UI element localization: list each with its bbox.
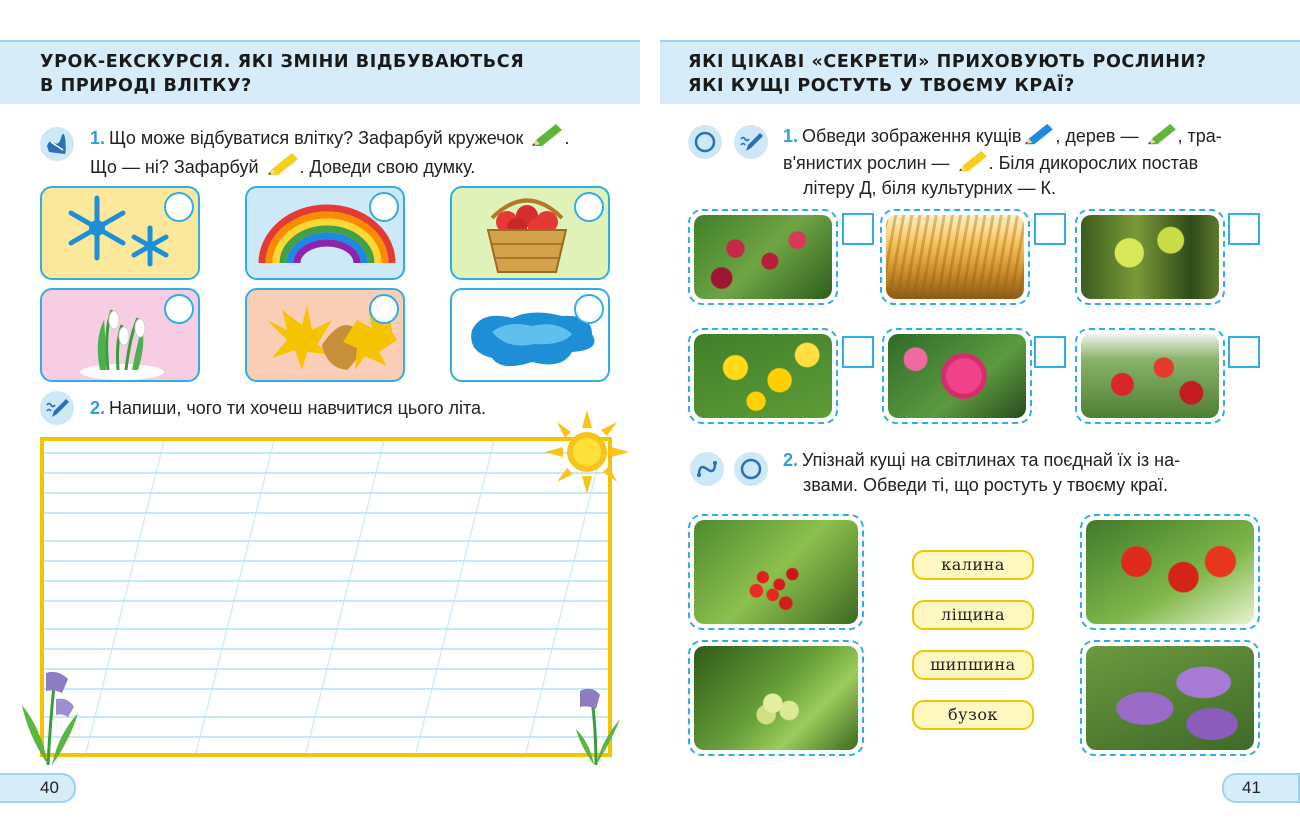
answer-box[interactable]	[1034, 336, 1066, 368]
card-puddle[interactable]	[450, 288, 610, 382]
answer-box[interactable]	[1034, 213, 1066, 245]
shrub-name-rosehip[interactable]: шипшина	[912, 650, 1034, 680]
photo-wheat[interactable]	[880, 209, 1030, 305]
card-checkbox[interactable]	[574, 294, 604, 324]
card-checkbox[interactable]	[369, 294, 399, 324]
right-task-1-line1-a: Обведи зображення кущів	[802, 126, 1022, 146]
left-task-1-line1: Що може відбуватися влітку? Зафарбуй кружечок	[109, 128, 524, 148]
circle-icon	[688, 125, 722, 159]
right-page-title-line1: ЯКІ ЦІКАВІ «СЕКРЕТИ» ПРИХОВУЮТЬ РОСЛИНИ?	[688, 52, 1207, 72]
yellow-pencil-icon	[264, 151, 300, 179]
photo-rosehip[interactable]	[1080, 514, 1260, 630]
left-task-1	[90, 122, 569, 180]
answer-box[interactable]	[842, 336, 874, 368]
card-rainbow[interactable]	[245, 186, 405, 280]
pencil-write-icon	[40, 391, 74, 425]
yellow-pencil-icon	[955, 149, 989, 175]
green-pencil-icon	[1144, 122, 1178, 148]
right-task-1	[783, 122, 1222, 201]
answer-box[interactable]	[842, 213, 874, 245]
card-checkbox[interactable]	[164, 294, 194, 324]
left-task-1-line2-b: . Доведи свою думку.	[299, 157, 476, 177]
card-checkbox[interactable]	[164, 192, 194, 222]
shrub-name-lilac[interactable]: бузок	[912, 700, 1034, 730]
green-pencil-icon	[528, 122, 564, 150]
shrub-name-viburnum[interactable]: калина	[912, 550, 1034, 580]
left-task-1-line1-end: .	[564, 128, 570, 148]
right-task-1-line2-a: в'янистих рослин —	[783, 153, 950, 173]
right-task-2-number: 2.	[783, 450, 799, 470]
photo-rose[interactable]	[882, 328, 1032, 424]
photo-viburnum[interactable]	[688, 514, 864, 630]
card-checkbox[interactable]	[369, 192, 399, 222]
bluebell-icon	[570, 685, 626, 765]
right-task-2-line1: Упізнай кущі на світлинах та поєднай їх із на-	[802, 450, 1181, 470]
sun-icon	[545, 410, 629, 494]
answer-box[interactable]	[1228, 336, 1260, 368]
card-autumn-leaves[interactable]	[245, 288, 405, 382]
left-task-1-line2-a: Що — ні? Зафарбуй	[90, 157, 259, 177]
left-task-1-number: 1.	[90, 128, 106, 148]
right-task-1-line3: літеру Д, біля культурних — К.	[803, 178, 1057, 198]
right-page-header	[660, 40, 1300, 104]
right-task-2	[783, 448, 1180, 498]
blue-pencil-icon	[1021, 122, 1055, 148]
left-task-2-number: 2.	[90, 398, 106, 418]
left-page-header	[0, 40, 640, 104]
right-task-2-line2: звами. Обведи ті, що ростуть у твоєму краї.	[803, 475, 1169, 495]
right-page-title-line2: ЯКІ КУЩІ РОСТУТЬ У ТВОЄМУ КРАЇ?	[688, 76, 1075, 96]
page-number-right: 41	[1222, 773, 1300, 803]
drawing-icon	[40, 127, 74, 161]
right-task-1-line1-b: , дерев —	[1055, 126, 1139, 146]
card-snowflakes[interactable]	[40, 186, 200, 280]
match-line-icon	[690, 452, 724, 486]
left-task-2-text: Напиши, чого ти хочеш навчитися цього літа.	[109, 398, 487, 418]
answer-box[interactable]	[1228, 213, 1260, 245]
photo-dandelions[interactable]	[688, 328, 838, 424]
bluebell-icon	[18, 665, 84, 765]
right-task-1-number: 1.	[783, 126, 799, 146]
left-page-title-line2: В ПРИРОДІ ВЛІТКУ?	[40, 76, 252, 96]
shrub-name-hazel[interactable]: ліщина	[912, 600, 1034, 630]
card-checkbox[interactable]	[574, 192, 604, 222]
photo-maple-tree[interactable]	[1075, 209, 1225, 305]
circle-icon	[734, 452, 768, 486]
right-task-1-line2-b: . Біля дикорослих постав	[988, 153, 1199, 173]
right-task-1-line1-c: , тра-	[1177, 126, 1222, 146]
left-page-title-line1: УРОК-ЕКСКУРСІЯ. ЯКІ ЗМІНИ ВІДБУВАЮТЬСЯ	[40, 52, 525, 72]
card-apple-basket[interactable]	[450, 186, 610, 280]
handwriting-lines	[44, 441, 612, 757]
photo-apple-tree[interactable]	[1075, 328, 1225, 424]
photo-raspberry[interactable]	[688, 209, 838, 305]
card-snowdrops[interactable]	[40, 288, 200, 382]
left-task-2	[90, 396, 486, 421]
pencil-write-icon	[734, 125, 768, 159]
page-number-left: 40	[0, 773, 76, 803]
writing-area[interactable]	[40, 437, 612, 757]
photo-hazel[interactable]	[688, 640, 864, 756]
photo-lilac[interactable]	[1080, 640, 1260, 756]
